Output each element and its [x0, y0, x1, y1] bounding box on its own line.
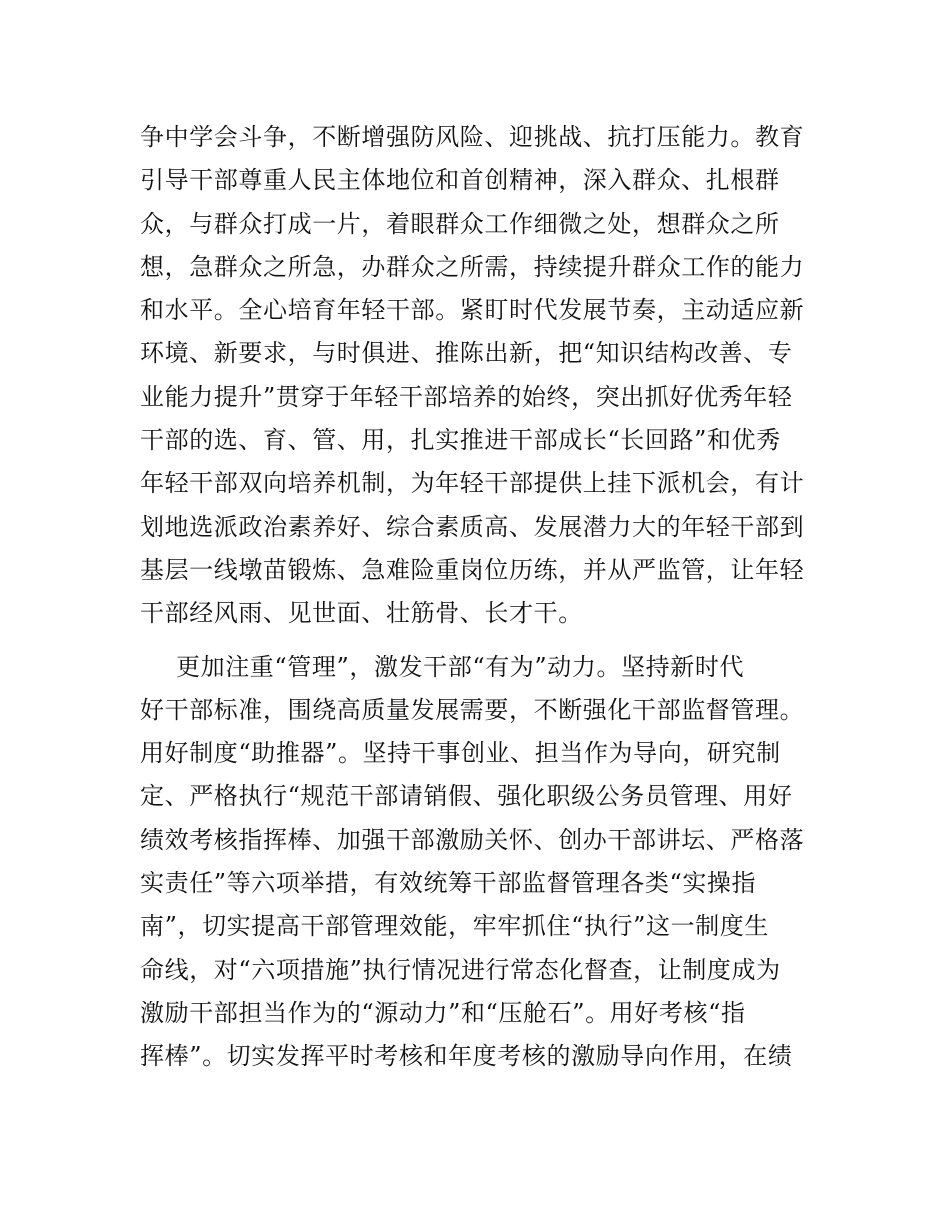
text-line: 用好制度“助推器”。坚持干事创业、担当作为导向，研究制	[140, 739, 781, 768]
text-line: 实责任”等六项举措，有效统筹干部监督管理各类“实操指	[140, 869, 757, 898]
text-line: 挥棒”。切实发挥平时考核和年度考核的激励导向作用，在绩	[140, 1042, 793, 1071]
paragraph-2	[140, 646, 820, 1079]
text-line: 划地选派政治素养好、综合素质高、发展潜力大的年轻干部到	[140, 512, 805, 541]
text-line: 绩效考核指挥棒、加强干部激励关怀、创办干部讲坛、严格落	[140, 825, 805, 854]
text-line: 争中学会斗争，不断增强防风险、迎挑战、抗打压能力。教育	[140, 123, 805, 151]
text-line: 南”，切实提高干部管理效能，牢牢抓住“执行”这一制度生	[140, 912, 770, 941]
text-line: 环境、新要求，与时俱进、推陈出新，把“知识结构改善、专	[140, 339, 793, 368]
text-line: 众，与群众打成一片，着眼群众工作细微之处，想群众之所	[140, 209, 780, 238]
paragraph-1	[140, 116, 820, 636]
text-line: 年轻干部双向培养机制，为年轻干部提供上挂下派机会，有计	[140, 469, 805, 498]
paragraph-spacer	[140, 636, 820, 646]
text-line: 干部经风雨、见世面、壮筋骨、长才干。	[140, 599, 583, 628]
text-line: 引导干部尊重人民主体地位和首创精神，深入群众、扎根群	[140, 166, 780, 195]
text-line: 命线，对“六项措施”执行情况进行常态化督查，让制度成为	[140, 955, 781, 984]
text-line: 和水平。全心培育年轻干部。紧盯时代发展节奏，主动适应新	[140, 296, 805, 325]
text-line: 更加注重“管理”，激发干部“有为”动力。坚持新时代	[176, 652, 745, 681]
text-line: 定、严格执行“规范干部请销假、强化职级公务员管理、用好	[140, 782, 793, 811]
text-line: 好干部标准，围绕高质量发展需要，不断强化干部监督管理。	[140, 695, 805, 724]
text-line: 业能力提升”贯穿于年轻干部培养的始终，突出抓好优秀年轻	[140, 382, 793, 411]
text-line: 基层一线墩苗锻炼、急难险重岗位历练，并从严监管，让年轻	[140, 555, 805, 584]
text-line: 想，急群众之所急，办群众之所需，持续提升群众工作的能力	[140, 252, 805, 281]
body-text	[140, 116, 820, 1079]
text-line: 干部的选、育、管、用，扎实推进干部成长“长回路”和优秀	[140, 426, 781, 455]
text-line: 激励干部担当作为的“源动力”和“压舱石”。用好考核“指	[140, 998, 746, 1027]
